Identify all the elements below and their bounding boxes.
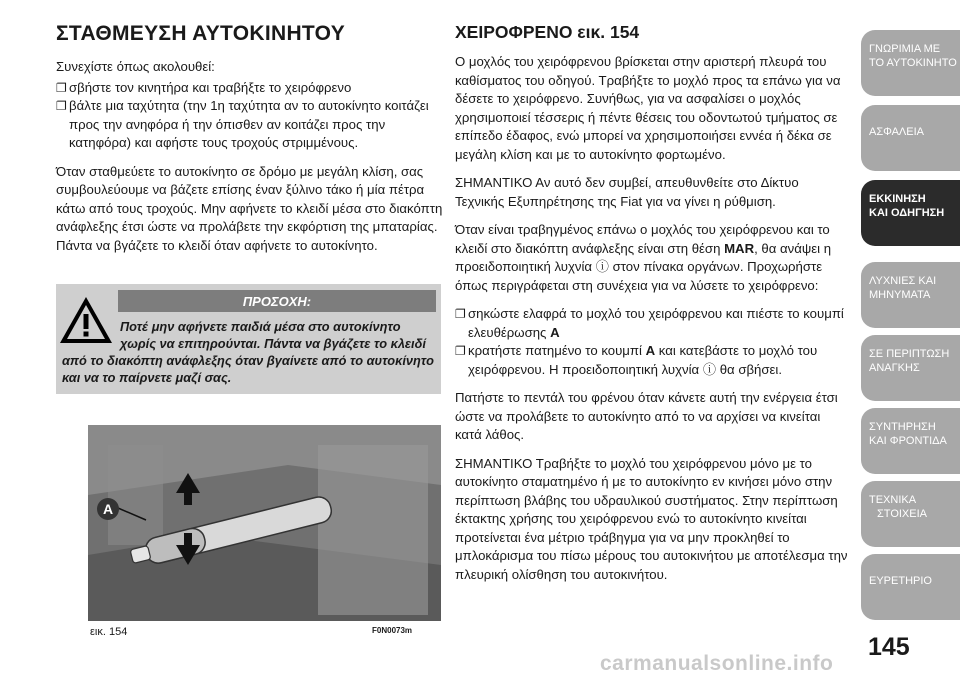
checkbox-bullet-icon: ❐ [455, 344, 466, 358]
left-column [56, 22, 444, 265]
tab-safety[interactable]: ΑΣΦΑΛΕΙΑ [861, 105, 960, 171]
handbrake-paragraph-4: Πατήστε το πεντάλ του φρένου όταν κάνετε αυτή την ενέργεια έτσι ώστε να προλάβετε το αυτοκίνητο από το να αρχίσει να κινείται κατά λάθος. [455, 390, 838, 442]
brake-warning-light-icon: ⓘ [595, 259, 609, 274]
tab-maintenance[interactable]: ΣΥΝΤΗΡΗΣΗ ΚΑΙ ΦΡΟΝΤΙΔΑ [861, 408, 960, 474]
tab-lights-messages[interactable]: ΛΥΧΝΙΕΣ ΚΑΙ ΜΗΝΥΜΑΤΑ [861, 262, 960, 328]
tab-getting-to-know[interactable]: ΓΝΩΡΙΜΙΑ ΜΕ ΤΟ ΑΥΤΟΚΙΝΗΤΟ [861, 30, 960, 96]
handbrake-figure [88, 425, 441, 621]
figure-callout-a: A [97, 498, 119, 520]
figure-code: F0N0073m [372, 626, 413, 635]
warning-title: ΠΡΟΣΟΧΗ: [118, 290, 436, 312]
figure-caption: εικ. 154 [90, 626, 128, 638]
section-title-parking: ΣΤΑΘΜΕΥΣΗ ΑΥΤΟΚΙΝΗΤΟΥ [56, 22, 346, 45]
handbrake-paragraph-1: Ο μοχλός του χειρόφρενου βρίσκεται στην αριστερή πλευρά του καθίσματος του οδηγού. Τραβήξτε το μοχλό προς τα επάνω για να δέσετε το χειρόφρενο. Συνήθως, για να ασφαλίσει ο μοχλός χρησιμοποιεί τέσσερις ή πέντε θέσεις του οδοντωτού τμήματος σε επίπεδο έδαφος, ενώ μπορεί να χρησιμοποιήσει εννέα ή δέκα σε μεγάλη κλίση και με το αυτοκίνητο φορτωμένο. [455, 54, 841, 162]
right-column [455, 22, 849, 594]
parking-paragraph: Όταν σταθμεύετε το αυτοκίνητο σε δρόμο με μεγάλη κλίση, σας συμβουλεύουμε να βάζετε επίσης έναν ξύλινο τάκο ή μία πέτρα κάτω από τους τροχούς. Μην αφήνετε το κλειδί μέσα στο διακόπτη ανάφλεξης έτσι ώστε να προλάβετε την εκφόρτιση της μπαταρίας. Πάντα να βγάζετε το κλειδί όταν αφήνετε το αυτοκίνητο. [56, 163, 443, 253]
warning-triangle-icon [58, 294, 114, 346]
tab-starting-driving[interactable]: ΕΚΚΙΝΗΣΗ ΚΑΙ ΟΔΗΓΗΣΗ [861, 180, 960, 246]
release-steps [455, 305, 849, 379]
warning-box [56, 284, 441, 394]
watermark: carmanualsonline.info [600, 652, 834, 675]
key-position-mar: MAR [724, 240, 755, 256]
section-title-handbrake: ΧΕΙΡΟΦΡΕΝΟ εικ. 154 [455, 22, 640, 42]
checkbox-bullet-icon: ❐ [56, 99, 67, 113]
warning-text-1: Ποτέ μην αφήνετε παιδιά μέσα στο αυτοκίνητο χωρίς να επιτηρούνται. Πάντα να βγάζετε το κλειδί [120, 319, 426, 351]
checkbox-bullet-icon: ❐ [56, 80, 67, 95]
handbrake-paragraph-3: Όταν είναι τραβηγμένος επάνω ο μοχλός του χειρόφρενου και το κλειδί στο διακόπτη ανάφλεξης είναι στη θέση MAR, θα ανάψει η προειδοποιητική λυχνία ⓘ στον πίνακα οργάνων. Προχωρήστε όπως περιγράφεται στη συνέχεια για να λύσετε το χειρόφρενο: [455, 222, 832, 293]
tab-index[interactable]: ΕΥΡΕΤΗΡΙΟ [861, 554, 960, 620]
list-item: ❐ κρατήστε πατημένο το κουμπί A και κατεβάστε το μοχλό του χειρόφρενου. Η προειδοποιητική λυχνία ⓘ θα σβήσει. [455, 342, 849, 379]
handbrake-illustration [88, 425, 441, 621]
handbrake-paragraph-2: ΣΗΜΑΝΤΙΚΟ Αν αυτό δεν συμβεί, απευθυνθείτε στο Δίκτυο Τεχνικής Εξυπηρέτησης της Fiat για να γίνει η ρύθμιση. [455, 175, 799, 209]
list-item: ❐ βάλτε μια ταχύτητα (την 1η ταχύτητα αν το αυτοκίνητο κοιτάζει προς την ανηφόρα ή την όπισθεν αν κοιτάζει προς την κατηφόρα) και αφήστε τους τροχούς στριμμένους. [56, 97, 444, 153]
page-number: 145 [868, 633, 910, 661]
brake-warning-light-icon: ⓘ [702, 361, 717, 377]
parking-bullets [56, 79, 444, 153]
warning-text-2: από το διακόπτη ανάφλεξης όταν βγαίνετε από το αυτοκίνητο και να το παίρνετε μαζί σας. [62, 353, 434, 385]
tab-emergency[interactable]: ΣΕ ΠΕΡΙΠΤΩΣΗ ΑΝΑΓΚΗΣ [861, 335, 960, 401]
handbrake-paragraph-5: ΣΗΜΑΝΤΙΚΟ Τραβήξτε το μοχλό του χειρόφρενου μόνο με το αυτοκίνητο σταματημένο ή με το αυτοκίνητο εν κινήσει μόνο στην περίπτωση βλάβης του υδραυλικού συστήματος. Στην περίπτωση έκτακτης χρήσης του χειρόφρενου ενώ το αυτοκίνητο κινείται προτείνεται ένα μέτριο τράβηγμα για να μην προκληθεί το μπλοκάρισμα του πίσω μέρους του αυτοκινήτου με αποτέλεσμα την πλευρική ολίσθηση του αυτοκινήτου. [455, 455, 848, 582]
list-item: ❐ σβήστε τον κινητήρα και τραβήξτε το χειρόφρενο [56, 79, 444, 98]
list-item: ❐ σηκώστε ελαφρά το μοχλό του χειρόφρενου και πιέστε το κουμπί ελευθέρωσης A [455, 305, 849, 342]
checkbox-bullet-icon: ❐ [455, 307, 466, 321]
tab-technical-data[interactable]: ΤΕΧΝΙΚΑ ΣΤΟΙΧΕΙΑ [861, 481, 960, 547]
parking-intro: Συνεχίστε όπως ακολουθεί: [56, 59, 215, 74]
